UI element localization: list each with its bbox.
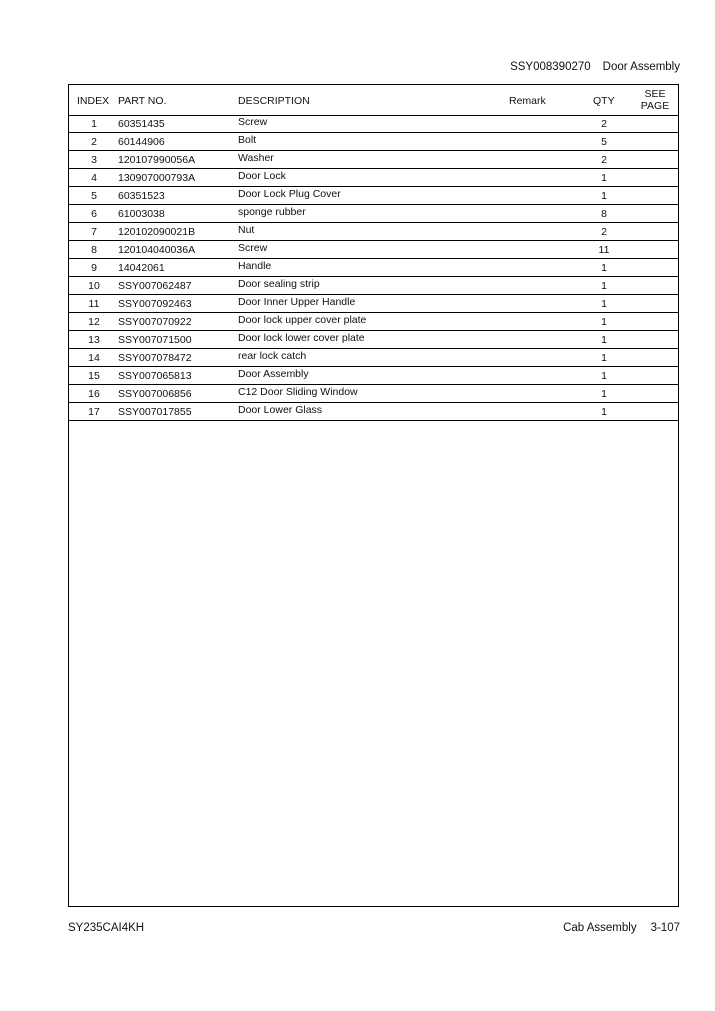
table-row: [69, 367, 678, 385]
document-title: Door Assembly: [602, 61, 680, 73]
part-no-cell: SSY007065813: [118, 370, 192, 382]
header-see-page: [635, 88, 675, 112]
qty-cell: 1: [601, 406, 607, 418]
description-cell: Screw: [238, 242, 268, 254]
qty-cell: 1: [601, 190, 607, 202]
document-code: SSY008390270: [510, 61, 591, 73]
index-cell: 12: [88, 316, 100, 328]
table-row: [69, 277, 678, 295]
table-row: [69, 169, 678, 187]
table-header: [69, 85, 678, 116]
part-no-cell: 120107990056A: [118, 154, 196, 166]
table-body: [69, 115, 678, 421]
document-header: [510, 61, 680, 73]
qty-cell: 1: [601, 370, 607, 382]
table-row: [69, 313, 678, 331]
section-name: Cab Assembly: [563, 922, 637, 934]
description-cell: Door Assembly: [238, 368, 309, 380]
part-no-cell: SSY007062487: [118, 280, 192, 292]
qty-cell: 1: [601, 298, 607, 310]
table-row: [69, 223, 678, 241]
qty-cell: 1: [601, 334, 607, 346]
description-cell: Handle: [238, 260, 272, 272]
index-cell: 3: [91, 154, 97, 166]
part-no-cell: SSY007071500: [118, 334, 192, 346]
part-no-cell: 60351435: [118, 118, 165, 130]
index-cell: 14: [88, 352, 100, 364]
part-no-cell: SSY007017855: [118, 406, 192, 418]
part-no-cell: SSY007078472: [118, 352, 192, 364]
description-cell: Door lock upper cover plate: [238, 314, 367, 326]
table-row: [69, 331, 678, 349]
description-cell: Door Lower Glass: [238, 404, 323, 416]
table-row: [69, 205, 678, 223]
description-cell: Screw: [238, 116, 268, 128]
part-no-cell: SSY007006856: [118, 388, 192, 400]
qty-cell: 5: [601, 136, 607, 148]
index-cell: 9: [91, 262, 97, 274]
index-cell: 2: [91, 136, 97, 148]
header-part-no: PART NO.: [118, 95, 167, 107]
index-cell: 11: [88, 298, 100, 310]
table-row: [69, 151, 678, 169]
table-row: [69, 295, 678, 313]
qty-cell: 2: [601, 226, 607, 238]
index-cell: 5: [91, 190, 97, 202]
description-cell: Door sealing strip: [238, 278, 320, 290]
page-footer: [563, 922, 680, 934]
header-remark: Remark: [509, 95, 546, 107]
description-cell: Door lock lower cover plate: [238, 332, 365, 344]
index-cell: 10: [88, 280, 100, 292]
qty-cell: 1: [601, 388, 607, 400]
table-row: [69, 133, 678, 151]
part-no-cell: SSY007092463: [118, 298, 192, 310]
model-code: SY235CAI4KH: [68, 922, 145, 934]
part-no-cell: 120102090021B: [118, 226, 196, 238]
description-cell: Washer: [238, 152, 274, 164]
index-cell: 8: [91, 244, 97, 256]
table-row: [69, 241, 678, 259]
qty-cell: 2: [601, 118, 607, 130]
qty-cell: 1: [601, 262, 607, 274]
qty-cell: 1: [601, 352, 607, 364]
part-no-cell: 130907000793A: [118, 172, 196, 184]
part-no-cell: 60144906: [118, 136, 165, 148]
qty-cell: 1: [601, 316, 607, 328]
header-qty: QTY: [593, 95, 615, 107]
parts-table: [68, 84, 679, 907]
part-no-cell: 60351523: [118, 190, 165, 202]
description-cell: sponge rubber: [238, 206, 306, 218]
part-no-cell: 14042061: [118, 262, 165, 274]
index-cell: 15: [88, 370, 100, 382]
index-cell: 4: [91, 172, 97, 184]
part-no-cell: 61003038: [118, 208, 165, 220]
part-no-cell: 120104040036A: [118, 244, 196, 256]
description-cell: Door Lock: [238, 170, 286, 182]
index-cell: 7: [91, 226, 97, 238]
header-index: INDEX: [77, 95, 110, 107]
table-row: [69, 115, 678, 133]
description-cell: Door Lock Plug Cover: [238, 188, 341, 200]
index-cell: 16: [88, 388, 100, 400]
qty-cell: 8: [601, 208, 607, 220]
description-cell: Nut: [238, 224, 255, 236]
description-cell: rear lock catch: [238, 350, 307, 362]
header-see-page-line1: SEE: [644, 88, 666, 100]
description-cell: Bolt: [238, 134, 257, 146]
description-cell: Door Inner Upper Handle: [238, 296, 356, 308]
index-cell: 6: [91, 208, 97, 220]
index-cell: 13: [88, 334, 100, 346]
description-cell: C12 Door Sliding Window: [238, 386, 358, 398]
qty-cell: 1: [601, 172, 607, 184]
table-row: [69, 403, 678, 421]
page-number: 3-107: [650, 922, 680, 934]
qty-cell: 1: [601, 280, 607, 292]
part-no-cell: SSY007070922: [118, 316, 192, 328]
qty-cell: 2: [601, 154, 607, 166]
header-description: DESCRIPTION: [238, 95, 310, 107]
table-row: [69, 187, 678, 205]
index-cell: 1: [91, 118, 97, 130]
header-see-page-line2: PAGE: [640, 100, 670, 112]
table-row: [69, 385, 678, 403]
table-row: [69, 349, 678, 367]
table-row: [69, 259, 678, 277]
index-cell: 17: [88, 406, 100, 418]
qty-cell: 11: [598, 244, 610, 256]
